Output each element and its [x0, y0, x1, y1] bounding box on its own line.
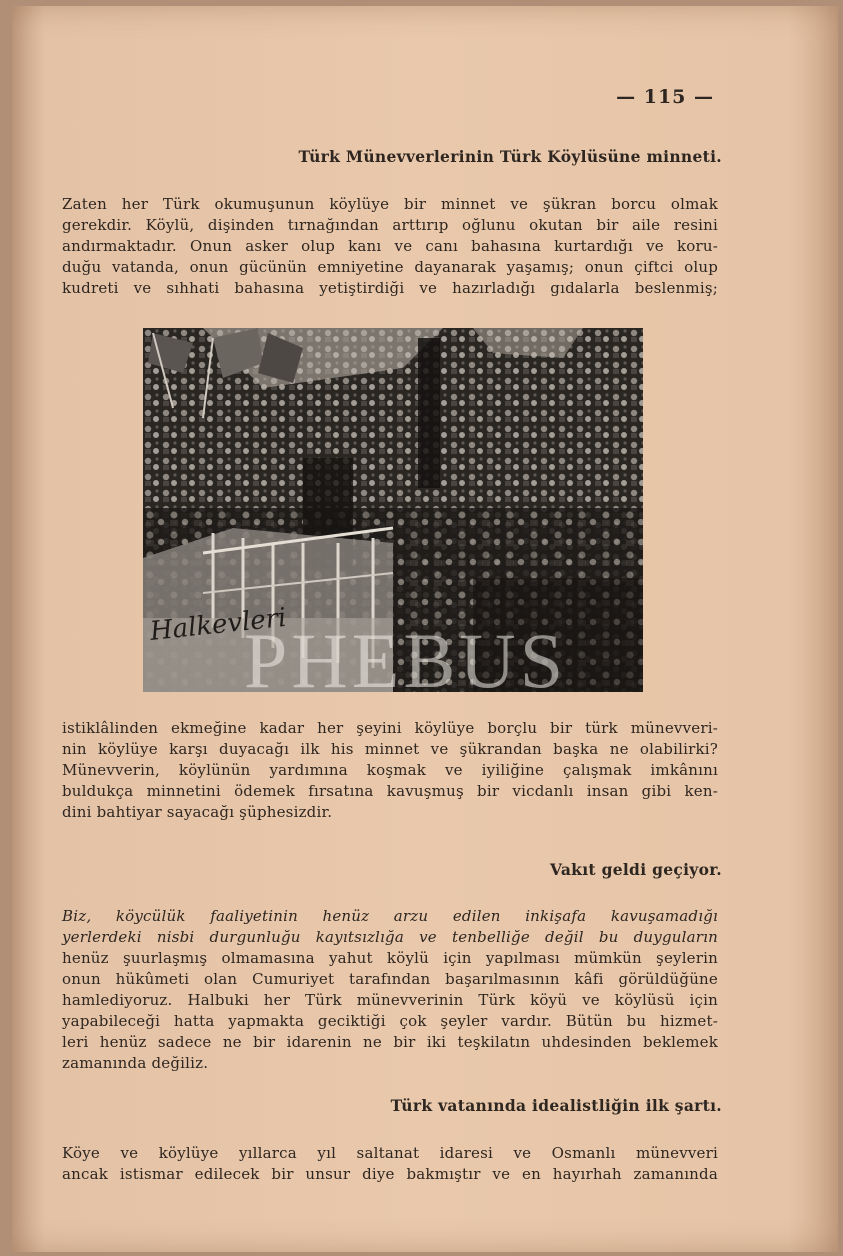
text-line: onun hükûmeti olan Cumuriyet tarafından başarılmasının kâfi görüldüğüne [62, 970, 718, 988]
section-heading-2: Vakıt geldi geçiyor. [549, 860, 722, 879]
text-line: Biz, köycülük faaliyetinin henüz arzu edilen inkişafa kavuşamadığı [62, 907, 718, 925]
paragraph-3 [62, 906, 718, 1074]
paragraph-2 [62, 718, 718, 823]
text-line: gerekdir. Köylü, dişinden tırnağından arttırıp oğlunu okutan bir aile resini [62, 216, 718, 234]
text-line: leri henüz sadece ne bir idarenin ne bir iki teşkilatın uhdesinden beklemek [62, 1033, 718, 1051]
text-line: andırmaktadır. Onun asker olup kanı ve canı bahasına kurtardığı ve koru- [62, 237, 718, 255]
text-line: zamanında değiliz. [62, 1054, 209, 1072]
banner-text: Halkevleri [148, 602, 288, 647]
text-line: yapabileceği hatta yapmakta geciktiği çok şeyler vardır. Bütün bu hizmet- [62, 1012, 718, 1030]
section-heading-3: Türk vatanında idealistliğin ilk şartı. [390, 1096, 722, 1115]
page-number: — 115 — [616, 86, 714, 108]
text-line: yerlerdeki nisbi durgunluğu kayıtsızlığa ve tenbelliğe değil bu duyguların [62, 928, 718, 946]
text-line: ancak istismar edilecek bir unsur diye bakmıştır ve en hayırhah zamanında [62, 1165, 718, 1183]
text-line: henüz şuurlaşmış olmamasına yahut köylü için yapılması mümkün şeylerin [62, 949, 718, 967]
text-line: Köye ve köylüye yıllarca yıl saltanat idaresi ve Osmanlı münevveri [62, 1144, 718, 1162]
paragraph-4 [62, 1143, 718, 1185]
text-line: istiklâlinden ekmeğine kadar her şeyini köylüye borçlu bir türk münevveri- [62, 719, 718, 737]
text-line: nin köylüye karşı duyacağı ilk his minnet ve şükrandan başka ne olabilirki? [62, 740, 718, 758]
watermark: PHEBUS [244, 617, 568, 704]
text-line: dini bahtiyar sayacağı şüphesizdir. [62, 803, 333, 821]
text-line: Münevverin, köylünün yardımına koşmak ve iyiliğine çalışmak imkânını [62, 761, 718, 779]
text-line: duğu vatanda, onun gücünün emniyetine dayanarak yaşamış; onun çiftci olup [62, 258, 718, 276]
book-page [12, 6, 838, 1252]
text-line: hamlediyoruz. Halbuki her Türk münevverinin Türk köyü ve köylüsü için [62, 991, 718, 1009]
text-line: kudreti ve sıhhati bahasına yetiştirdiği ve hazırladığı gıdalarla beslenmiş; [62, 279, 718, 297]
text-line: buldukça minnetini ödemek fırsatına kavuşmuş bir vicdanlı insan gibi ken- [62, 782, 718, 800]
paragraph-1 [62, 194, 718, 299]
section-heading-1: Türk Münevverlerinin Türk Köylüsüne minneti. [298, 147, 722, 166]
text-line: Zaten her Türk okumuşunun köylüye bir minnet ve şükran borcu olmak [62, 195, 718, 213]
